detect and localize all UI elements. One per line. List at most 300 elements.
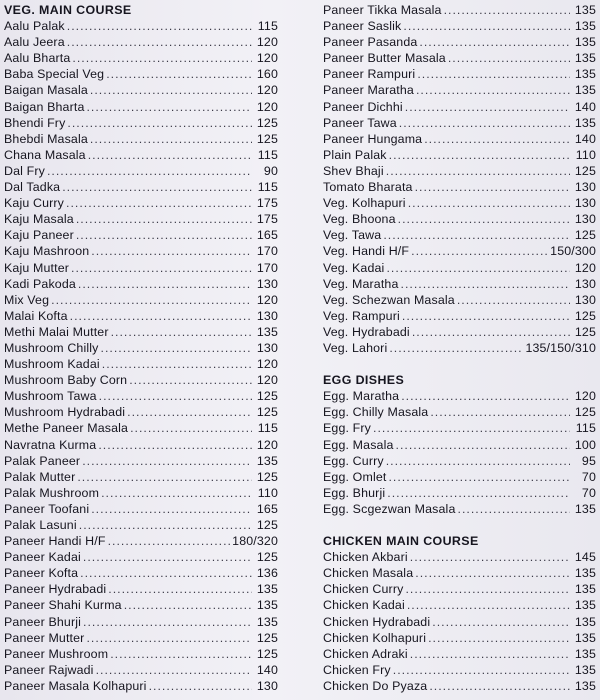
menu-item-name: Chicken Do Pyaza [323, 678, 428, 693]
dot-leader [70, 308, 252, 324]
menu-item [4, 630, 278, 646]
menu-item-price: 125 [256, 131, 278, 146]
menu-item [323, 292, 596, 308]
menu-item [323, 453, 596, 469]
menu-item-name: Paneer Mushroom [4, 646, 109, 661]
menu-item-name: Paneer Handi H/F [4, 534, 106, 549]
menu-item-name: Baba Special Veg [4, 67, 105, 82]
menu-item [4, 533, 278, 549]
menu-item-price: 110 [257, 485, 278, 500]
menu-item [4, 292, 278, 308]
menu-item-name: Chicken Masala [323, 566, 414, 581]
dot-leader [424, 131, 570, 147]
menu-item-name: Bhebdi Masala [4, 131, 88, 146]
dot-leader [79, 517, 252, 533]
dot-leader [402, 308, 570, 324]
menu-item-name: Paneer Pasanda [323, 35, 418, 50]
menu-item-price: 180/320 [232, 534, 278, 549]
menu-item [4, 324, 278, 340]
menu-item-name: Paneer Rampuri [323, 67, 416, 82]
dot-leader [416, 82, 570, 98]
menu-item [323, 614, 596, 630]
menu-item [323, 276, 596, 292]
menu-item-price: 125 [574, 228, 596, 243]
menu-item [4, 50, 278, 66]
menu-item-name: Kaju Masala [4, 212, 74, 227]
dot-leader [82, 453, 252, 469]
dot-leader [83, 549, 252, 565]
menu-item [4, 260, 278, 276]
dot-leader [108, 581, 252, 597]
menu-item [323, 99, 596, 115]
dot-leader [411, 243, 548, 259]
menu-item-price: 136 [256, 566, 278, 581]
menu-item-price: 120 [256, 99, 278, 114]
menu-item-price: 125 [574, 308, 596, 323]
menu-item-name: Paneer Mutter [4, 630, 85, 645]
menu-item [4, 356, 278, 372]
menu-item-price: 135 [574, 646, 596, 661]
menu-item [323, 243, 596, 259]
menu-item-price: 140 [574, 99, 596, 114]
dot-leader [80, 565, 252, 581]
menu-item [4, 147, 278, 163]
menu-item-name: Veg. Lahori [323, 340, 388, 355]
menu-item [4, 388, 278, 404]
menu-item-price: 130 [574, 276, 596, 291]
menu-item-name: Mushroom Chilly [4, 340, 99, 355]
menu-item [4, 243, 278, 259]
menu-item-name: Kadi Pakoda [4, 276, 76, 291]
menu-item [323, 630, 596, 646]
dot-leader [127, 404, 252, 420]
menu-item-price: 145 [574, 550, 596, 565]
menu-item [4, 66, 278, 82]
dot-leader [47, 163, 252, 179]
menu-item-name: Kaju Curry [4, 196, 65, 211]
menu-item [323, 163, 596, 179]
dot-leader [432, 614, 570, 630]
menu-item-price: 125 [256, 115, 278, 130]
menu-item-price: 115 [257, 421, 278, 436]
menu-item-name: Paneer Shahi Kurma [4, 598, 122, 613]
menu-item-name: Paneer Dichhi [323, 99, 403, 114]
menu-item [323, 260, 596, 276]
menu-item-name: Paneer Tawa [323, 115, 397, 130]
dot-leader [124, 597, 252, 613]
menu-item-price: 125 [574, 405, 596, 420]
menu-item-name: Baigan Bharta [4, 99, 85, 114]
dot-leader [405, 581, 570, 597]
menu-item [4, 662, 278, 678]
dot-leader [99, 388, 252, 404]
menu-item-price: 120 [256, 357, 278, 372]
menu-item-price: 120 [256, 35, 278, 50]
menu-item-name: Aalu Jeera [4, 35, 65, 50]
dot-leader [383, 227, 570, 243]
menu-item-price: 140 [574, 131, 596, 146]
menu-item [323, 646, 596, 662]
dot-leader [386, 163, 570, 179]
dot-leader [90, 131, 252, 147]
menu-item-price: 115 [257, 180, 278, 195]
menu-item [4, 501, 278, 517]
menu-item-price: 130 [574, 180, 596, 195]
menu-item-name: Veg. Maratha [323, 276, 399, 291]
menu-item [4, 195, 278, 211]
menu-item-name: Veg. Handi H/F [323, 244, 410, 259]
menu-item-price: 115 [257, 19, 278, 34]
menu-item [323, 50, 596, 66]
menu-item-price: 130 [256, 340, 278, 355]
menu-item-name: Paneer Maratha [323, 83, 414, 98]
dot-leader [102, 356, 252, 372]
menu-item-price: 125 [574, 163, 596, 178]
dot-leader [91, 243, 252, 259]
dot-leader [412, 324, 570, 340]
menu-item-name: Mushroom Kadai [4, 357, 100, 372]
dot-leader [373, 420, 570, 436]
menu-item-price: 135 [574, 678, 596, 693]
menu-item [323, 227, 596, 243]
dot-leader [448, 50, 570, 66]
dot-leader [62, 179, 252, 195]
menu-item [4, 340, 278, 356]
menu-item-name: Egg. Omlet [323, 469, 387, 484]
menu-item-name: Chicken Adraki [323, 646, 408, 661]
dot-leader [428, 630, 570, 646]
menu-item [4, 18, 278, 34]
menu-item-name: Paneer Tikka Masala [323, 3, 442, 17]
dot-leader [67, 34, 252, 50]
menu-item-price: 135 [574, 566, 596, 581]
menu-item-price: 140 [256, 662, 278, 677]
menu-item [323, 469, 596, 485]
menu-item-price: 130 [574, 196, 596, 211]
menu-item [4, 614, 278, 630]
menu-item-name: Kaju Paneer [4, 228, 74, 243]
menu-item [4, 179, 278, 195]
menu-item [323, 147, 596, 163]
menu-item [323, 678, 596, 694]
menu-item-price: 125 [256, 389, 278, 404]
menu-item-price: 130 [256, 276, 278, 291]
menu-item-name: Chicken Kadai [323, 598, 405, 613]
dot-leader [96, 662, 252, 678]
menu-item [323, 195, 596, 211]
menu-item-name: Palak Paneer [4, 453, 81, 468]
menu-item-price: 135 [574, 582, 596, 597]
menu-item [323, 340, 596, 356]
dot-leader [98, 437, 252, 453]
menu-item-name: Paneer Saslik [323, 19, 402, 34]
menu-item-price: 170 [256, 260, 278, 275]
menu-item-price: 135 [574, 35, 596, 50]
menu-item-price: 115 [575, 421, 596, 436]
menu-item-name: Chicken Kolhapuri [323, 630, 427, 645]
menu-item [4, 517, 278, 533]
menu-item-price: 165 [256, 228, 278, 243]
menu-item [4, 678, 278, 694]
menu-column-left [4, 2, 278, 694]
menu-item-name: Shev Bhaji [323, 163, 384, 178]
menu-item [4, 131, 278, 147]
menu-item-name: Egg. Bhurji [323, 485, 386, 500]
menu-item-price: 135 [574, 3, 596, 17]
menu-item [4, 82, 278, 98]
menu-item-name: Egg. Maratha [323, 389, 400, 404]
dot-leader [72, 50, 252, 66]
menu-item [323, 115, 596, 131]
dot-leader [407, 597, 570, 613]
menu-item-name: Kaju Mashroon [4, 244, 90, 259]
menu-item-name: Paneer Bhurji [4, 614, 82, 629]
menu-item-price: 110 [575, 147, 596, 162]
menu-item-price: 95 [581, 453, 596, 468]
menu-item-name: Paneer Hungama [323, 131, 423, 146]
menu-item-price: 135 [574, 598, 596, 613]
dot-leader [78, 276, 252, 292]
menu-item-name: Egg. Fry [323, 421, 372, 436]
menu-item-price: 125 [256, 630, 278, 645]
menu-item [323, 308, 596, 324]
menu-item-price: 70 [581, 485, 596, 500]
menu-item-name: Palak Mushroom [4, 485, 100, 500]
menu-item-name: Chana Masala [4, 147, 86, 162]
menu-item-name: Veg. Kolhapuri [323, 196, 406, 211]
dot-leader [389, 147, 570, 163]
menu-item-name: Plain Palak [323, 147, 387, 162]
dot-leader [88, 147, 252, 163]
dot-leader [401, 276, 570, 292]
menu-item [323, 2, 596, 18]
menu-item-price: 165 [256, 501, 278, 516]
chicken-main-course-list [323, 549, 596, 694]
menu-item-price: 175 [256, 212, 278, 227]
menu-item-name: Paneer Kadai [4, 550, 81, 565]
menu-item-name: Egg. Scgezwan Masala [323, 501, 456, 516]
menu-item [323, 597, 596, 613]
section-heading-veg-main-course: VEG. MAIN COURSE [4, 3, 132, 17]
menu-item [323, 66, 596, 82]
menu-item-name: Aalu Bharta [4, 51, 71, 66]
menu-item-price: 70 [581, 469, 596, 484]
menu-item [323, 34, 596, 50]
menu-item-price: 135 [574, 630, 596, 645]
menu-item-price: 100 [574, 437, 596, 452]
menu-item-name: Veg. Rampuri [323, 308, 400, 323]
menu-item-name: Paneer Butter Masala [323, 51, 446, 66]
menu-item-price: 120 [256, 292, 278, 307]
menu-item [323, 662, 596, 678]
menu-item-price: 90 [263, 163, 278, 178]
menu-item [4, 404, 278, 420]
dot-leader [110, 646, 252, 662]
menu-item-price: 120 [256, 373, 278, 388]
menu-item-name: Methi Malai Mutter [4, 324, 109, 339]
menu-item-price: 130 [256, 308, 278, 323]
menu-item-name: Egg. Chilly Masala [323, 405, 429, 420]
menu-item-price: 125 [256, 518, 278, 532]
menu-item-price: 135 [574, 115, 596, 130]
menu-item-name: Aalu Palak [4, 19, 65, 34]
menu-item-name: Veg. Kadai [323, 260, 385, 275]
menu-item-name: Chicken Hydrabadi [323, 614, 431, 629]
menu-item-name: Bhendi Fry [4, 115, 66, 130]
menu-item [4, 163, 278, 179]
dot-leader [401, 388, 570, 404]
dot-leader [111, 324, 252, 340]
dot-leader [51, 292, 252, 308]
menu-item [4, 99, 278, 115]
menu-item [4, 227, 278, 243]
menu-item-price: 135/150/310 [525, 340, 596, 355]
dot-leader [399, 115, 570, 131]
dot-leader [71, 260, 252, 276]
menu-item-name: Paneer Hydrabadi [4, 582, 107, 597]
menu-item-price: 125 [256, 646, 278, 661]
menu-item-price: 120 [256, 437, 278, 452]
menu-item-price: 135 [256, 324, 278, 339]
menu-item [323, 324, 596, 340]
menu-item [323, 549, 596, 565]
section-heading-chicken-main-course: CHICKEN MAIN COURSE [323, 534, 479, 549]
dot-leader [386, 453, 570, 469]
menu-item-price: 135 [256, 598, 278, 613]
dot-leader [67, 18, 252, 34]
menu-item-price: 175 [256, 196, 278, 211]
menu-item-name: Veg. Schezwan Masala [323, 292, 455, 307]
dot-leader [389, 340, 523, 356]
dot-leader [83, 614, 252, 630]
menu-item [4, 115, 278, 131]
dot-leader [458, 501, 571, 517]
dot-leader [396, 437, 570, 453]
menu-item [323, 179, 596, 195]
menu-item-price: 120 [574, 260, 596, 275]
menu-item-price: 130 [574, 292, 596, 307]
menu-item-name: Mushroom Hydrabadi [4, 405, 126, 420]
menu-item-price: 170 [256, 244, 278, 259]
dot-leader [91, 501, 252, 517]
menu-item-name: Egg. Curry [323, 453, 384, 468]
dot-leader [457, 292, 570, 308]
menu-item [4, 308, 278, 324]
dot-leader [108, 533, 231, 549]
dot-leader [76, 227, 252, 243]
menu-item-name: Chicken Fry [323, 662, 391, 677]
menu-item [4, 437, 278, 453]
menu-item-name: Paneer Kofta [4, 566, 79, 581]
menu-item [323, 581, 596, 597]
menu-item-name: Veg. Hydrabadi [323, 324, 410, 339]
menu-item-price: 135 [574, 51, 596, 66]
menu-item [4, 565, 278, 581]
dot-leader [67, 115, 252, 131]
menu-item-name: Kaju Mutter [4, 260, 70, 275]
dot-leader [90, 82, 252, 98]
menu-item-price: 135 [574, 19, 596, 34]
menu-item-name: Veg. Bhoona [323, 212, 396, 227]
menu-item [4, 581, 278, 597]
menu-item-price: 135 [574, 614, 596, 629]
menu-item [323, 565, 596, 581]
menu-item-name: Paneer Toofani [4, 501, 90, 516]
menu-item-name: Mix Veg [4, 292, 50, 307]
menu-item [4, 453, 278, 469]
dot-leader [393, 662, 570, 678]
menu-item [4, 646, 278, 662]
menu-item-name: Baigan Masala [4, 83, 88, 98]
menu-item [323, 211, 596, 227]
menu-item [4, 372, 278, 388]
menu-item-name: Chicken Akbari [323, 550, 408, 565]
dot-leader [77, 469, 252, 485]
menu-item-price: 125 [256, 469, 278, 484]
menu-item-name: Mushroom Tawa [4, 389, 97, 404]
menu-item-price: 135 [256, 453, 278, 468]
menu-item [4, 549, 278, 565]
menu-item-price: 120 [256, 51, 278, 66]
menu-item-name: Palak Mutter [4, 469, 76, 484]
menu-item-price: 160 [256, 67, 278, 82]
menu-item [4, 469, 278, 485]
dot-leader [101, 485, 252, 501]
dot-leader [130, 420, 252, 436]
menu-item-name: Mushroom Baby Corn [4, 373, 128, 388]
dot-leader [429, 678, 570, 694]
dot-leader [415, 179, 570, 195]
dot-leader [398, 211, 570, 227]
menu-item [323, 18, 596, 34]
dot-leader [101, 340, 252, 356]
menu-item [4, 485, 278, 501]
menu-item-name: Paneer Masala Kolhapuri [4, 678, 147, 693]
dot-leader [408, 195, 570, 211]
menu-item-name: Navratna Kurma [4, 437, 97, 452]
menu-item-price: 120 [256, 83, 278, 98]
veg-main-course-list [4, 18, 278, 694]
menu-item-price: 125 [256, 550, 278, 565]
menu-item-name: Paneer Rajwadi [4, 662, 94, 677]
dot-leader [86, 99, 252, 115]
menu-item-name: Egg. Masala [323, 437, 394, 452]
menu-item-name: Dal Fry [4, 163, 45, 178]
menu-item-price: 135 [256, 582, 278, 597]
dot-leader [76, 211, 252, 227]
menu-item [323, 437, 596, 453]
dot-leader [86, 630, 252, 646]
dot-leader [410, 646, 570, 662]
dot-leader [129, 372, 252, 388]
menu-item [323, 388, 596, 404]
dot-leader [386, 260, 570, 276]
menu-item-name: Methe Paneer Masala [4, 421, 129, 436]
menu-item-price: 135 [574, 662, 596, 677]
menu-item [323, 420, 596, 436]
menu-item-price: 135 [574, 501, 596, 516]
menu-item [4, 597, 278, 613]
menu-item-price: 120 [574, 389, 596, 404]
egg-dishes-list [323, 388, 596, 517]
menu-item-price: 135 [574, 67, 596, 82]
dot-leader [430, 404, 570, 420]
section-heading-egg-dishes: EGG DISHES [323, 373, 405, 388]
menu-item [323, 131, 596, 147]
dot-leader [415, 565, 570, 581]
dot-leader [405, 99, 570, 115]
menu-item [4, 34, 278, 50]
